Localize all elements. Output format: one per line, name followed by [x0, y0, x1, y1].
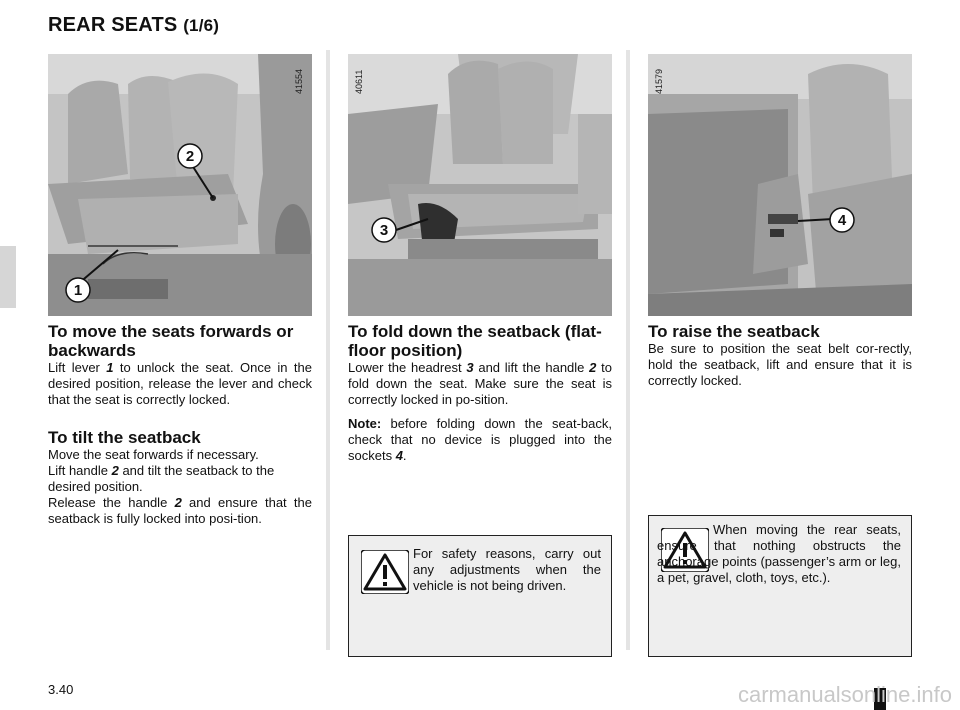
title-text: REAR SEATS: [48, 14, 178, 36]
heading-tilt-seatback: To tilt the seatback: [48, 428, 201, 447]
callout-label: 4: [837, 212, 847, 229]
warning-text-safety: For safety reasons, carry out any adjustments when the vehicle is not being driven.: [413, 546, 601, 593]
photo-ref: 40611: [354, 69, 364, 94]
seat-illustration-3: [648, 54, 912, 316]
photo-ref: 41579: [654, 68, 664, 94]
para-tilt-3: Release the handle 2 and ensure that the seatback is fully locked into posi-tion.: [48, 495, 312, 526]
heading-move-seats: To move the seats forwards or backwards: [48, 322, 294, 360]
callout-3: [370, 216, 398, 244]
callout-4: [828, 206, 856, 234]
callout-label: 3: [379, 222, 389, 239]
para-move-seats: Lift lever 1 to unlock the seat. Once in the desired position, release the lever and check that the seat is correctly locked.: [48, 360, 312, 407]
callout-label: 1: [73, 282, 83, 299]
photo-ref: 41554: [294, 68, 304, 94]
column-3: [648, 322, 912, 389]
seat-illustration-2: [348, 54, 612, 316]
para-fold: Lower the headrest 3 and lift the handle 2 to fold down the seat. Make sure the seat is correctly locked in po-sition.: [348, 360, 613, 407]
photo-fold-seatback: [348, 54, 612, 316]
section-tab: [0, 246, 16, 308]
photo-raise-seatback: [648, 54, 912, 316]
warning-box-anchorage: [648, 515, 912, 657]
column-divider: [626, 50, 630, 650]
warning-triangle-icon: [361, 550, 409, 594]
para-raise: Be sure to position the seat belt cor-rectly, hold the seatback, lift and ensure that it is correctly locked.: [648, 341, 912, 388]
para-note: Note: before folding down the seat-back, check that no device is plugged into the sockets 4.: [348, 416, 612, 463]
callout-2: [176, 142, 204, 170]
para-tilt-1: Move the seat forwards if necessary.: [48, 447, 259, 462]
title-part: (1/6): [183, 16, 220, 35]
page-title: [48, 14, 219, 37]
photo-move-seats: [48, 54, 312, 316]
page-number: 3.40: [48, 682, 74, 697]
column-1: [48, 322, 312, 527]
heading-raise-seatback: To raise the seatback: [648, 322, 820, 341]
callout-label: 2: [185, 148, 195, 165]
heading-fold-seatback: To fold down the seatback (flat-floor position): [348, 322, 602, 360]
warning-text-anchorage: When moving the rear seats, ensure that nothing obstructs the anchorage points (passenger’s arm or leg, a pet, gravel, cloth, toys, etc.).: [657, 522, 901, 585]
warning-box-safety: [348, 535, 612, 657]
callout-1: [64, 276, 92, 304]
column-2: [348, 322, 612, 464]
watermark: carmanualsonline.info: [737, 682, 952, 707]
column-divider: [326, 50, 330, 650]
para-tilt-2: Lift handle 2 and tilt the seatback to the desired position.: [48, 463, 275, 494]
